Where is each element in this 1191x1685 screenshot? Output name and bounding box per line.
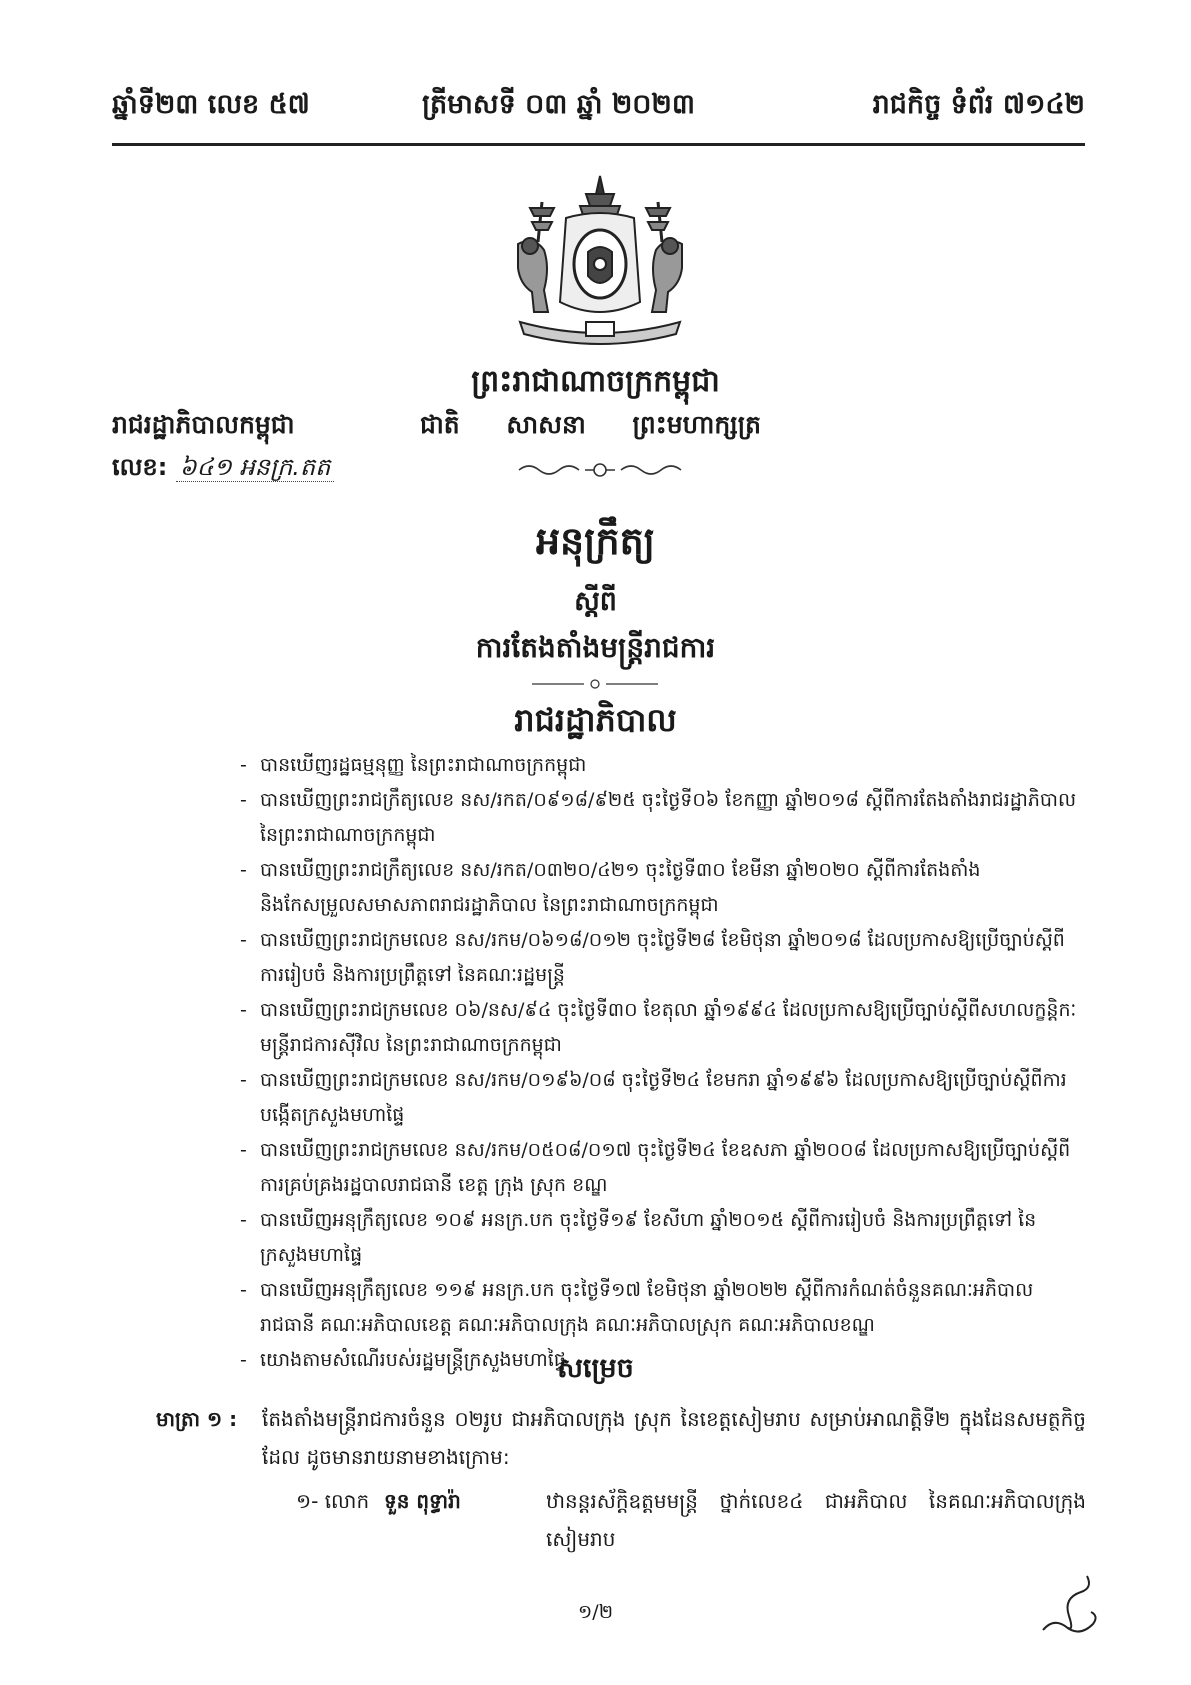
gazette-header bbox=[112, 88, 1085, 138]
appointee-name: ទួន ពុទ្ធារ៉ា bbox=[384, 1489, 461, 1513]
motto-nation: ជាតិ bbox=[420, 410, 460, 439]
decree-number bbox=[112, 452, 334, 487]
gazette-quarter: ត្រីមាសទី ០៣ ឆ្នាំ ២០២៣ bbox=[422, 89, 695, 120]
appointee-description: ឋានន្តរស័ក្តិឧត្តមមន្ត្រី ថ្នាក់លេខ៤ ជាអភិបាល នៃគណៈអភិបាលក្រុងសៀមរាប bbox=[546, 1489, 1086, 1551]
appointee-ordinal: ១- លោក bbox=[296, 1489, 370, 1513]
visa-item: - បានឃើញព្រះរាជក្រមលេខ នស/រកម/០១៩៦/០៨ ចុះថ្ងៃទី២៤ ខែមករា ឆ្នាំ១៩៩៦ ដែលប្រកាសឱ្យប្រើច្បាប់ស្តីពីការបង្កើតក្រសួងមហាផ្ទៃ bbox=[240, 1063, 1080, 1133]
gazette-page: រាជកិច្ច ទំព័រ ៧១៤២ bbox=[872, 89, 1085, 120]
page-number: ១/២ bbox=[577, 1601, 614, 1623]
visa-item: - បានឃើញព្រះរាជក្រឹត្យលេខ នស/រកត/០៩១៨/៩២៥ ចុះថ្ងៃទី០៦ ខែកញ្ញា ឆ្នាំ២០១៨ ស្តីពីការតែងតាំងរាជរដ្ឋាភិបាល នៃព្រះរាជាណាចក្រកម្ពុជា bbox=[240, 783, 1080, 853]
decree-number-prefix: លេខ: bbox=[112, 453, 168, 481]
visa-item: - បានឃើញអនុក្រឹត្យលេខ ១១៩ អនក្រ.បក ចុះថ្ងៃទី១៧ ខែមិថុនា ឆ្នាំ២០២២ ស្តីពីការកំណត់ចំនួនគណៈអភិបាលរាជធានី គណៈអភិបាលខេត្ត គណៈអភិបាលក្រុង គណៈអភិបាលស្រុក គណៈអភិបាលខណ្ឌ bbox=[240, 1273, 1080, 1343]
article-label: មាត្រា ១ : bbox=[156, 1407, 238, 1431]
motto-religion: សាសនា bbox=[506, 410, 586, 439]
article-1 bbox=[156, 1400, 1086, 1476]
ornament-divider-icon bbox=[515, 458, 685, 482]
small-divider-icon bbox=[530, 677, 660, 691]
motto-king: ព្រះមហាក្សត្រ bbox=[632, 410, 762, 439]
visa-list bbox=[240, 748, 1080, 1378]
visa-item: - បានឃើញព្រះរាជក្រឹត្យលេខ នស/រកត/០៣២០/៤២១ ចុះថ្ងៃទី៣០ ខែមីនា ឆ្នាំ២០២០ ស្តីពីការតែងតាំង និងកែសម្រួលសមាសភាពរាជរដ្ឋាភិបាល នៃព្រះរាជាណាចក្រកម្ពុជា bbox=[240, 853, 1080, 923]
royal-coat-of-arms-icon bbox=[500, 172, 700, 362]
appointee-1 bbox=[296, 1482, 1086, 1558]
decree-number-value: ៦៤១ អនក្រ.តត bbox=[176, 453, 335, 482]
decision-heading: សម្រេច bbox=[557, 1353, 634, 1384]
document-type: អនុក្រឹត្យ bbox=[535, 519, 656, 563]
visa-item: - យោងតាមសំណើរបស់រដ្ឋមន្ត្រីក្រសួងមហាផ្ទៃ bbox=[240, 1343, 1080, 1378]
government-name: រាជរដ្ឋាភិបាលកម្ពុជា bbox=[112, 410, 295, 439]
visa-item: - បានឃើញព្រះរាជក្រមលេខ នស/រកម/០៦១៨/០១២ ចុះថ្ងៃទី២៨ ខែមិថុនា ឆ្នាំ២០១៨ ដែលប្រកាសឱ្យប្រើច្បាប់ស្តីពីការរៀបចំ និងការប្រព្រឹត្តទៅ នៃគណៈរដ្ឋមន្ត្រី bbox=[240, 923, 1080, 993]
visa-item: - បានឃើញរដ្ឋធម្មនុញ្ញ នៃព្រះរាជាណាចក្រកម្ពុជា bbox=[240, 748, 1080, 783]
issuer-heading: រាជរដ្ឋាភិបាល bbox=[514, 701, 677, 739]
document-concerning: ស្តីពី bbox=[574, 586, 617, 617]
kingdom-name: ព្រះរាជាណាចក្រកម្ពុជា bbox=[471, 364, 720, 399]
national-motto bbox=[420, 410, 799, 446]
visa-item: - បានឃើញព្រះរាជក្រមលេខ នស/រកម/០៥០៨/០១៧ ចុះថ្ងៃទី២៤ ខែឧសភា ឆ្នាំ២០០៨ ដែលប្រកាសឱ្យប្រើច្បាប់ស្តីពីការគ្រប់គ្រងរដ្ឋបាលរាជធានី ខេត្ត ក្រុង ស្រុក ខណ្ឌ bbox=[240, 1133, 1080, 1203]
visa-item: - បានឃើញអនុក្រឹត្យលេខ ១០៩ អនក្រ.បក ចុះថ្ងៃទី១៩ ខែសីហា ឆ្នាំ២០១៥ ស្តីពីការរៀបចំ និងការប្រព្រឹត្តទៅ នៃក្រសួងមហាផ្ទៃ bbox=[240, 1203, 1080, 1273]
document-subject: ការតែងតាំងមន្ត្រីរាជការ bbox=[475, 631, 716, 664]
visa-item: - បានឃើញព្រះរាជក្រមលេខ ០៦/នស/៩៤ ចុះថ្ងៃទី៣០ ខែតុលា ឆ្នាំ១៩៩៤ ដែលប្រកាសឱ្យប្រើច្បាប់ស្តីពីសហលក្ខន្តិកៈមន្ត្រីរាជការស៊ីវិល នៃព្រះរាជាណាចក្រកម្ពុជា bbox=[240, 993, 1080, 1063]
article-text: តែងតាំងមន្ត្រីរាជការចំនួន ០២រូប ជាអភិបាលក្រុង ស្រុក នៃខេត្តសៀមរាប សម្រាប់អាណត្តិទី២ ក្នុងដែនសមត្ថកិច្ចដែល ដូចមានរាយនាមខាងក្រោម: bbox=[262, 1407, 1086, 1469]
header-rule bbox=[112, 143, 1085, 146]
gazette-issue: ឆ្នាំទី២៣ លេខ ៥៧ bbox=[112, 89, 310, 120]
initials-signature-icon bbox=[1035, 1568, 1105, 1643]
